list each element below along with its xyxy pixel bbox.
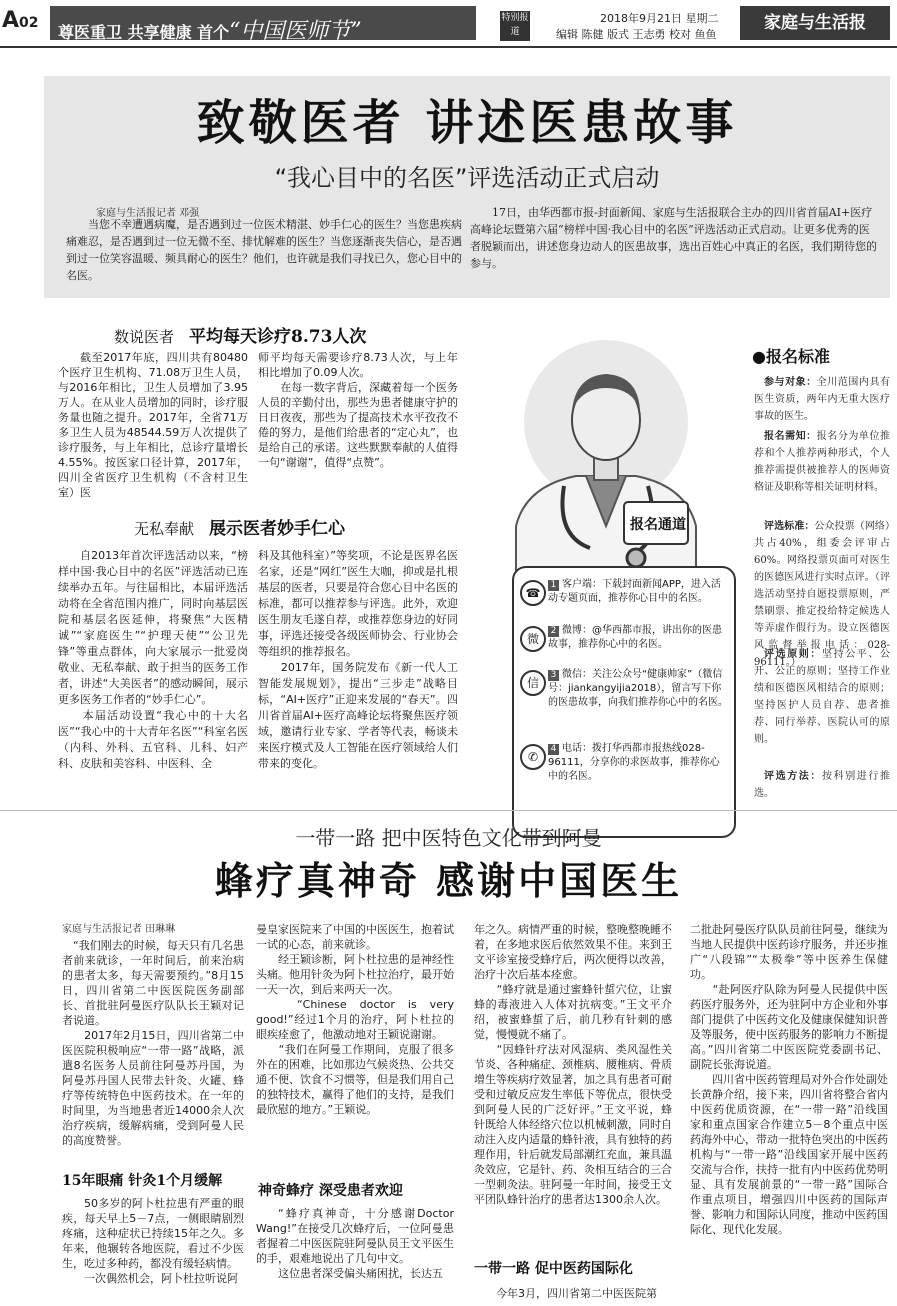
article2-subhead-2: 神奇蜂疗 深受患者欢迎 bbox=[258, 1183, 403, 1199]
criteria-method: 评选方法：按科别进行推选。 bbox=[754, 771, 890, 799]
criteria-principle: 评选原则：坚持公平、公开、公正的原则；坚持工作业绩和医德医风相结合的原则；坚持医护人员自荐、患者推荐、同行举荐、医院认可的原则。 bbox=[754, 649, 890, 745]
intro-right: 17日，由华西都市报-封面新闻、家庭与生活报联合主办的四川省首届AI+医疗高峰论坛暨第六届“榜样中国·我心目中的名医”评选活动正式启动。让更多优秀的医者脱颖而出，讲述您身边动人的医患故事，选出百姓心中真正的名医，我们期待您的参与。 bbox=[470, 206, 877, 270]
section-head-dedication: 无私奉献 展示医者妙手仁心 bbox=[134, 519, 346, 539]
article2-col-2a: 曼皇家医院来了中国的中医医生，抱着试一试的心态，前来就诊。 经王颖诊断，阿卜杜拉患的是神经性头痛。他用针灸为阿卜杜拉治疗，最开始一天一次，到后来两天一次。 “Chinese doctor is very good!”经过1个月的治疗，阿卜杜拉的眼疾痊愈了，他激动地对王颖说谢谢。 “我们在阿曼工作期间，克服了很多外在的困难，比如那边气候炎热、公共交通不便、饮食不习惯等，但是我们用自己的独特技术，赢得了他们的支持，是我们最欣慰的地方。”王颖说。 bbox=[256, 923, 454, 1116]
article2-col-1b: 50多岁的阿卜杜拉患有严重的眼疾，每天早上5－7点，一侧眼睛剧烈疼痛，这种症状已持续15年之久。多年来，他辗转各地医院，看过不少医生，吃过多种药，都没有缓轻病情。 一次偶然机会，阿卜杜拉听说阿 bbox=[62, 1197, 244, 1285]
wechat-icon: 信 bbox=[520, 670, 546, 696]
article2-subtitle: 一带一路 把中医特色文化带到阿曼 bbox=[295, 826, 602, 850]
weibo-icon: 微 bbox=[520, 626, 546, 652]
doctor-illustration bbox=[486, 326, 734, 596]
editor-credits: 编辑 陈健 版式 王志勇 校对 鱼鱼 bbox=[556, 28, 717, 41]
channel-item-phone: ✆ 4 电话：拨打华西都市报热线028-96111，分享你的求医故事，推荐你心中的名医。 bbox=[520, 742, 730, 802]
article2-col-2b: “蜂疗真神奇，十分感谢Doctor Wang!”在接受几次蜂疗后，一位阿曼患者握着二中医医院驻阿曼队员王文平医生的手，艰难地说出了几句中文。 这位患者深受偏头痛困扰，长达五 bbox=[256, 1207, 454, 1280]
stethoscope-head bbox=[627, 549, 645, 567]
telephone-icon: ✆ bbox=[520, 744, 546, 770]
article2-subhead-3: 一带一路 促中医药国际化 bbox=[474, 1261, 633, 1277]
special-report-tag: 特别报道 bbox=[500, 11, 530, 41]
dedication-col-2: 科及其他科室）”等奖项，不论是医界名医名家，还是“网红”医生大咖，抑或是扎根基层的医者，只要是符合您心目中名医的标准，都可以推荐参与评选。此外，欢迎医生朋友毛遂自荐，或推荐您身边的好同事，评选还接受各级医师协会、行业协会等组织的推荐报名。 2017年，国务院发布《新一代人工智能发展规划》，提出“三步走”战略目标，“AI+医疗”正迎来发展的“春天”。四川省首届AI+医疗高峰论坛将聚焦医疗领域，邀请行业专家、学者等代表，畅谈未来医疗模式及人工智能在医疗领域给人们带来的变化。 bbox=[258, 549, 458, 770]
channel-item-weibo: 微 2 微博：@华西都市报，讲出你的医患故事，推荐你心中的名医。 bbox=[520, 624, 730, 672]
article2-subhead-1: 15年眼痛 针灸1个月缓解 bbox=[62, 1173, 223, 1189]
reporter-byline: 家庭与生活报记者 邓强 bbox=[96, 208, 200, 219]
header-rule bbox=[0, 46, 897, 48]
article2-headline: 蜂疗真神奇 感谢中国医生 bbox=[214, 858, 683, 903]
section-divider bbox=[0, 810, 897, 811]
article2-col-3b: 今年3月，四川省第二中医医院第 bbox=[496, 1287, 657, 1300]
channel-item-app: ☎ 1 客户端：下载封面新闻APP，进入活动专题页面，推荐你心目中的名医。 bbox=[520, 578, 730, 626]
criteria-notice: 报名需知：报名分为单位推荐和个人推荐两种形式，个人推荐需提供被推荐人的医师资格证及职称等相关证明材料。 bbox=[754, 431, 891, 493]
registration-channel-title: 报名通道 bbox=[630, 517, 686, 533]
slogan: 尊医重卫 共享健康 首个“中国医师节” bbox=[58, 19, 362, 44]
page-header bbox=[0, 0, 897, 46]
page-number: A02 bbox=[2, 8, 39, 33]
intro-left: 当您不幸遭遇病魔，是否遇到过一位医术精湛、妙手仁心的医生？当您患疾病痛难忍，是否遇到过一位无微不至、排忧解难的医生？当您逐渐丧失信心，是否遇到过一位笑容温暖、频具耐心的医生？他们，也许就是我们寻找已久，您心目中的名医。 bbox=[66, 218, 462, 282]
criteria-standard: 评选标准：公众投票（网络）共占40%，组委会评审占60%。网络投票页面可对医生的医德医风进行实时点评。（评选活动坚持自愿投票原则，严禁刷票、推定投给特定候选人等弄虚作假行为。设立医德医风监督举报电话：028-96111。） bbox=[754, 521, 891, 668]
issue-date: 2018年9月21日 星期二 bbox=[600, 12, 719, 25]
main-headline: 致敬医者 讲述医患故事 bbox=[196, 95, 738, 151]
phone-icon: ☎ bbox=[520, 580, 546, 606]
newspaper-masthead: 家庭与生活报 bbox=[740, 6, 890, 40]
article2-byline: 家庭与生活报记者 田琳琳 bbox=[62, 924, 176, 935]
sub-headline: “我心目中的名医”评选活动正式启动 bbox=[274, 164, 660, 192]
stats-col-2: 师平均每天需要诊疗8.73人次，与上年相比增加了0.09人次。 在每一数字背后，深藏着每一个医务人员的辛勤付出，那些为患者健康守护的日日夜夜，那些为了提高技术水平孜孜不倦的努力，是他们给患者的“定心丸”，也是给自己的承诺。这些默默奉献的人值得一句“谢谢”，值得“点赞”。 bbox=[258, 351, 458, 469]
criteria-participants: 参与对象：全川范围内具有医生资质，两年内无重大医疗事故的医生。 bbox=[754, 377, 891, 422]
slogan-quote: “中国医师节” bbox=[229, 19, 362, 44]
stats-col-1: 截至2017年底，四川共有80480个医疗卫生机构、71.08万卫生人员，与2016年相比，卫生人员增加了3.95万人。在从业人员增加的同时，诊疗服务量也随之提升。2017年，全省71万多卫生人员为48544.59万人次提供了诊疗服务，与上年相比，总诊疗量增长4.55%。按医家口径计算，2017年，四川全省医疗卫生机构（不含村卫生室）医 bbox=[58, 351, 248, 499]
article2-col-4: 二批赴阿曼医疗队队员前往阿曼，继续为当地人民提供中医药诊疗服务，并还步推广“八段锦”“太极拳”等中医养生保健功。 “赴阿医疗队除为阿曼人民提供中医药医疗服务外，还为驻阿中方企业和外事部门提供了中医药文化及健康保健知识普及等服务，使中医药服务的影响力不断提高。”四川省第二中医医院党委副书记、副院长张海说道。 四川省中医药管理局对外合作处副处长黄静介绍，接下来，四川省将整合省内中医药优质资源，在“一带一路”沿线国家和重点国家合作建立5－8个重点中医药海外中心，带动一批特色突出的中医药机构与“一带一路”沿线国家开展中医药交流与合作，扶持一批有内中医药优势明显、具有发展前景的“一带一路”国际合作重点项目，增强四川中医药的国际声誉、影响力和国际认同度，推动中医药国际化、现代化发展。 bbox=[690, 923, 888, 1236]
channel-item-wechat: 信 3 微信：关注公众号“健康帅家”（微信号：jiankangyijia2018），留言写下你的医患故事，向我们推荐你心中的名医。 bbox=[520, 668, 730, 730]
criteria-title: ●报名标准 bbox=[752, 347, 830, 366]
article2-col-1a: “我们刚去的时候，每天只有几名患者前来就诊，一年时间后，前来治病的患者太多，每天需要预约。”8月15日，四川省第二中医医院医务副部长、首批驻阿曼医疗队队长王颖对记者说道。 2017年2月15日，四川省第二中医医院积极响应“一带一路”战略，派遣8名医务人员前往阿曼苏丹国，为阿曼苏丹国人民带去针灸、火罐、蜂疗等传统特色中医药技术。在一年的时间里，为当地患者近14000余人次治疗疾病，缓解病痛，受到阿曼人民的高度赞誉。 bbox=[62, 939, 244, 1147]
article2-col-3a: 年之久。病情严重的时候，整晚整晚睡不着，在多地求医后依然效果不佳。来到王文平诊室接受蜂疗后，两次便得以改善，治疗十次后基本痊愈。 “蜂疗就是通过蜜蜂针蜇穴位，让蜜蜂的毒液进入人体对抗病变。”王文平介绍，被蜜蜂蜇了后，前几秒有针刺的感觉，慢慢就不痛了。 “因蜂针疗法对风湿病、类风湿性关节炎、各种痛症、颈椎病、腰椎病、骨质增生等疾病疗效显著，加之具有患者可耐受和过敏反应发生率低下等优点，很快受到阿曼人民的广泛好评。”王文平说，蜂针既给人体经络穴位以机械刺激，同时自动注入皮内适量的蜂针液，具有独特的药理作用，针后就发局部潮红充血，兼具温灸效应，它是针、药、灸相互结合的三合一型刺灸法。驻阿曼一年时间，接受王文平团队蜂针治疗的患者达1300余人次。 bbox=[474, 923, 672, 1206]
dedication-col-1: 自2013年首次评选活动以来，“榜样中国·我心目中的名医”评选活动已连续举办五年。与往届相比，本届评选活动将在全省范围内推广，同时向基层医院和基层名医延伸，将聚焦“大医精诚”“家庭医生”“护理天使”“公卫先锋”等重点群体，向大家展示一批爱岗敬业、无私奉献、敢于担当的医务工作者，讲述“大美医者”的感动瞬间，展示更多医务工作者的“妙手仁心”。 本届活动设置“我心中的十大名医”“我心中的十大青年名医”“科室名医（内科、外科、五官科、儿科、妇产科、皮肤和美容科、中医科、全 bbox=[58, 549, 248, 770]
section-head-stats: 数说医者 平均每天诊疗8.73人次 bbox=[114, 327, 367, 347]
